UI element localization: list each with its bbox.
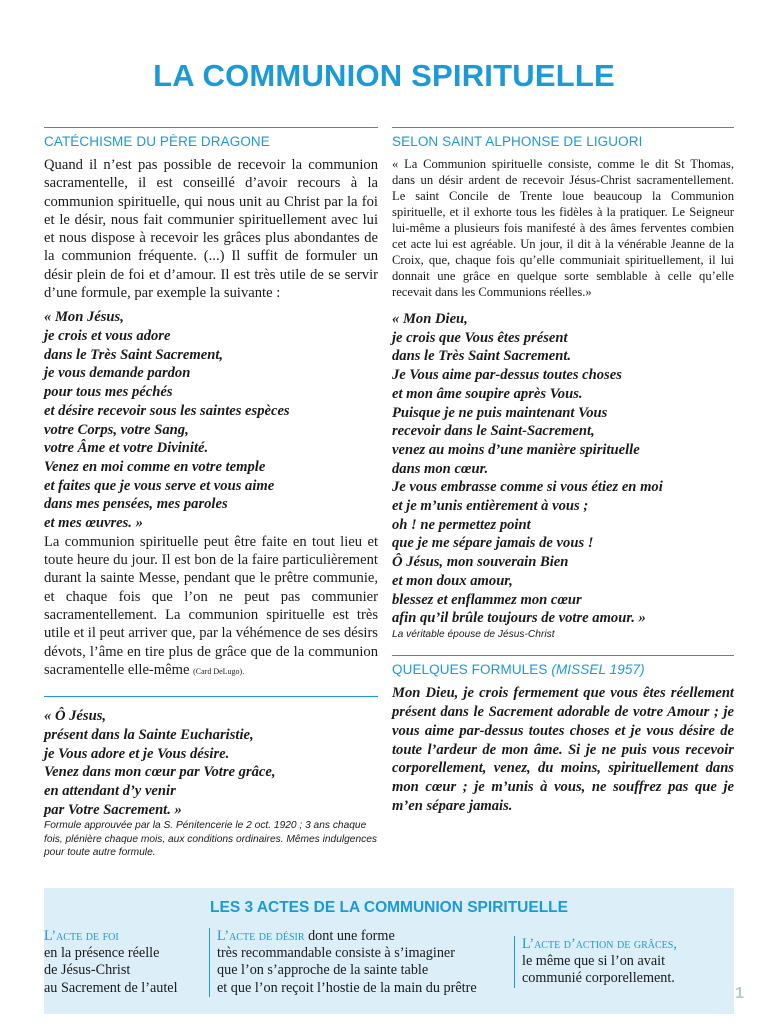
right-column	[392, 127, 734, 815]
prayer-o-jesus	[44, 707, 378, 819]
act-line: communié corporellement.	[522, 970, 675, 987]
prayer-line: votre Âme et votre Divinité.	[44, 440, 209, 457]
three-acts-title: LES 3 ACTES DE LA COMMUNION SPIRITUELLE	[210, 899, 568, 916]
prayer-line: dans mes pensées, mes paroles	[44, 496, 228, 513]
prayer-line: oh ! ne permettez point	[392, 516, 531, 533]
act-line: que l’on s’approche de la sainte table	[217, 962, 429, 979]
act-line: très recommandable consiste à s’imaginer	[217, 945, 455, 962]
prayer-line: pour tous mes péchés	[44, 384, 173, 401]
act-line: et que l’on reçoit l’hostie de la main du prêtre	[217, 979, 477, 996]
prayer-line: afin qu’il brûle toujours de votre amour. »	[392, 610, 646, 627]
prayer-line: je vous demande pardon	[44, 365, 191, 382]
act-heading-rest: dont une forme	[304, 928, 395, 944]
act-line: de Jésus-Christ	[44, 962, 131, 979]
dragone-after-text: La communion spirituelle peut être faite en tout lieu et toute heure du jour. Il est bon de la faire particulièrement durant la sainte Messe, pendant que le prêtre communie, et chaque fois que l’on ne peut pas communier sacramentellement. La communion spirituelle est très utile et il peut arriver que, par la véhémence de ses désirs dévots, l’âme en tire plus de grâce que de la communion sacramentelle elle-même	[44, 533, 378, 678]
section-heading-formules	[392, 655, 734, 678]
act-line: au Sacrement de l’autel	[44, 979, 178, 996]
prayer-line: et faites que je vous serve et vous aime	[44, 477, 275, 494]
prayer-line: je crois que Vous êtes présent	[392, 329, 568, 346]
prayer-line: que je me sépare jamais de vous !	[392, 535, 594, 552]
page-title: LA COMMUNION SPIRITUELLE	[153, 58, 615, 93]
prayer-line: je Vous adore et je Vous désire.	[44, 745, 230, 762]
act-heading: L’acte de désir	[217, 928, 305, 944]
prayer-line: Je Vous aime par-dessus toutes choses	[392, 367, 622, 384]
act-line: en la présence réelle	[44, 945, 160, 962]
liguori-intro: « La Communion spirituelle consiste, comme le dit St Thomas, dans un désir ardent de recevoir Jésus-Christ sacramentellement. Le saint Concile de Trente loue beaucoup la Communion spirituelle, et il exhorte tous les fidèles à la pratiquer. Le Seigneur lui-même a plusieurs fois manifesté à des âmes ferventes combien cet acte lui est agréable. Un jour, il dit à la vénérable Jeanne de la Croix, que, chaque fois qu’elle communiait spirituellement, il lui donnait une grâce en quelque sorte semblable à celle qu’elle recevait dans les Communions réelles.»	[392, 157, 734, 299]
section-heading-dragone: CATÉCHISME DU PÈRE DRAGONE	[44, 127, 378, 150]
act-of-faith	[44, 928, 204, 997]
prayer-line: dans le Très Saint Sacrement,	[44, 346, 224, 363]
page-number: 1	[735, 985, 744, 1002]
prayer-line: et désire recevoir sous les saintes espèces	[44, 402, 290, 419]
prayer-line: présent dans la Sainte Eucharistie,	[44, 726, 254, 743]
prayer-line: et je m’unis entièrement à vous ;	[392, 498, 589, 515]
formules-heading: QUELQUES FORMULES	[392, 662, 548, 678]
act-heading: L’acte de foi	[44, 928, 119, 944]
prayer-line: et mon âme soupire après Vous.	[392, 385, 583, 402]
prayer-line: et mon doux amour,	[392, 572, 513, 589]
act-of-desire	[209, 928, 507, 997]
prayer-line: Puisque je ne puis maintenant Vous	[392, 404, 608, 421]
formules-heading-sub: (MISSEL 1957)	[551, 662, 645, 678]
dragone-intro: Quand il n’est pas possible de recevoir la communion sacramentelle, il est conseillé d’avoir recours à la communion spirituelle, qui nous unit au Christ par la foi et le désir, nous fait communier spirituellement avec lui et nous dispose à recevoir les grâces plus abondantes de la communion fréquente. (...) Il suffit de formuler un désir plein de foi et d’amour. Il est très utile de se servir d’une formule, par exemple la suivante :	[44, 157, 378, 302]
prayer-line: votre Corps, votre Sang,	[44, 421, 189, 438]
act-heading: L’acte d’action de grâces,	[522, 936, 677, 952]
prayer-line: blessez et enflammez mon cœur	[392, 591, 582, 608]
three-acts-box	[44, 888, 734, 1014]
prayer-line: « Mon Jésus,	[44, 309, 124, 326]
prayer-line: Ô Jésus, mon souverain Bien	[392, 554, 569, 571]
section-heading-liguori: SELON SAINT ALPHONSE DE LIGUORI	[392, 127, 734, 150]
prayer-mon-jesus	[44, 308, 378, 532]
act-of-thanksgiving	[514, 936, 734, 988]
citation: (Card DeLugo).	[193, 666, 245, 676]
prayer-line: dans mon cœur.	[392, 460, 489, 477]
prayer-line: recevoir dans le Saint-Sacrement,	[392, 423, 595, 440]
prayer-mon-dieu	[392, 310, 734, 628]
left-column	[44, 127, 378, 860]
prayer-line: Venez en moi comme en votre temple	[44, 459, 266, 475]
prayer-line: « Ô Jésus,	[44, 708, 107, 725]
indulgence-note: Formule approuvée par la S. Pénitencerie le 2 oct. 1920 ; 3 ans chaque fois, plénière chaque mois, aux conditions ordinaires. Mêmes indulgences pour toute autre formule.	[44, 820, 377, 859]
prayer-line: je crois et vous adore	[44, 328, 171, 345]
act-line: le même que si l’on avait	[522, 953, 666, 970]
prayer-line: par Votre Sacrement. »	[44, 801, 182, 818]
prayer-line: dans le Très Saint Sacrement.	[392, 348, 572, 365]
prayer-line: en attendant d’y venir	[44, 783, 176, 799]
formule-prayer: Mon Dieu, je crois fermement que vous êtes réellement présent dans le Sacrement adorable de votre Amour ; je vous aime par-dessus toutes choses et je vous désire de toute l’ardeur de mon âme. Si je ne puis vous recevoir corporellement, venez, du moins, spirituellement dans mon cœur ; je m’unis à vous, ne souffrez pas que je m’en sépare jamais.	[392, 685, 734, 814]
prayer-source: La véritable épouse de Jésus-Christ	[392, 628, 555, 640]
act-heading-row	[217, 928, 507, 945]
prayer-line: « Mon Dieu,	[392, 311, 468, 327]
dragone-after	[44, 533, 378, 681]
prayer-line: Je vous embrasse comme si vous étiez en moi	[392, 479, 663, 496]
prayer-line: Venez dans mon cœur par Votre grâce,	[44, 764, 276, 781]
prayer-line: et mes œuvres. »	[44, 515, 143, 532]
prayer-line: venez au moins d’une manière spirituelle	[392, 441, 640, 458]
